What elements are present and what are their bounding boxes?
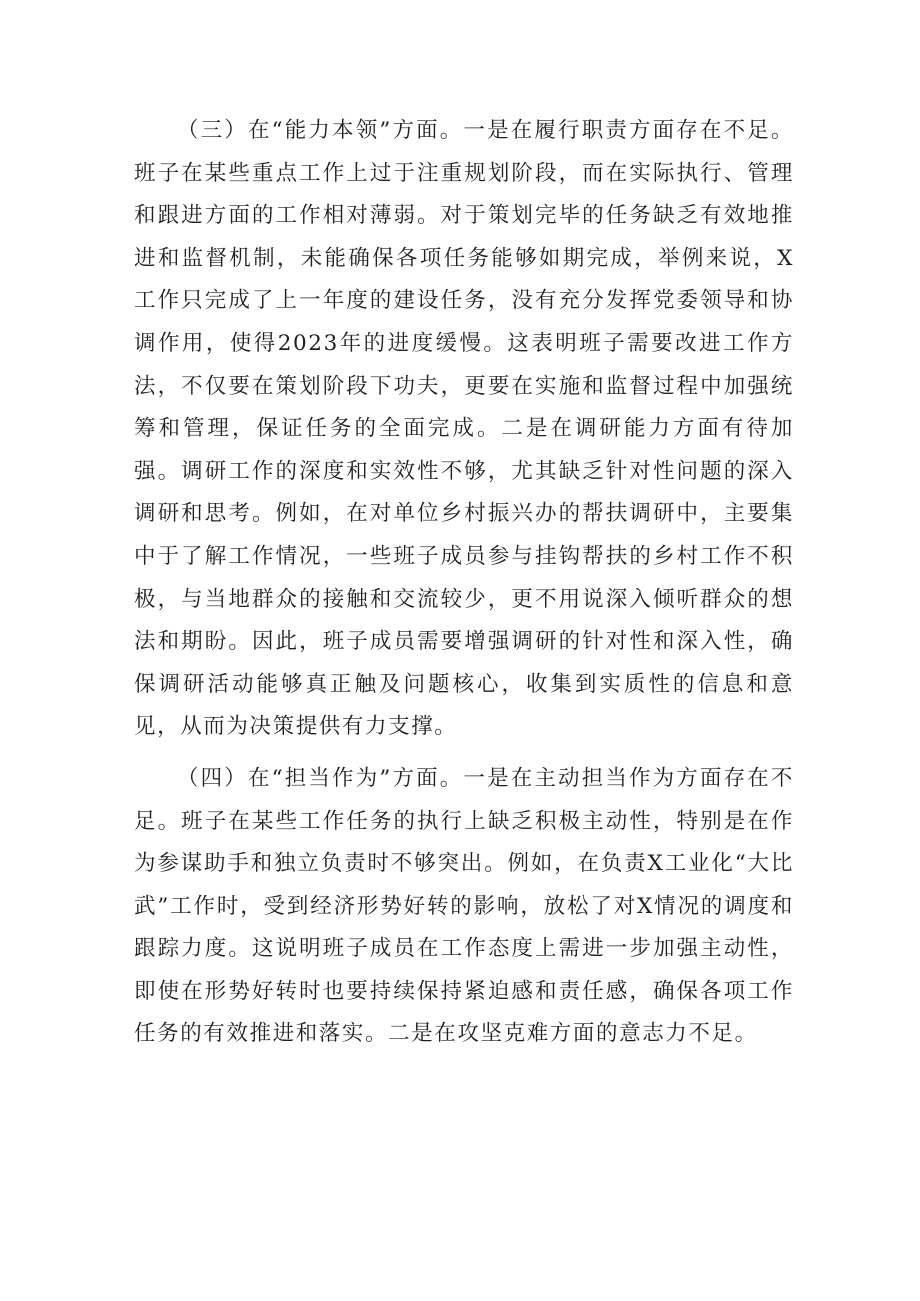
- paragraph-responsibility: （四）在“担当作为”方面。一是在主动担当作为方面存在不足。班子在某些工作任务的执行上缺乏积极主动性，特别是在作为参谋助手和独立负责时不够突出。例如，在负责X工业化“大比武”工作时，受到经济形势好转的影响，放松了对X情况的调度和跟踪力度。这说明班子成员在工作态度上需进一步加强主动性，即使在形势好转时也要持续保持紧迫感和责任感，确保各项工作任务的有效推进和落实。二是在攻坚克难方面的意志力不足。: [134, 765, 794, 1047]
- document-body: [134, 110, 794, 1056]
- paragraph-ability: （三）在“能力本领”方面。一是在履行职责方面存在不足。班子在某些重点工作上过于注重规划阶段，而在实际执行、管理和跟进方面的工作相对薄弱。对于策划完毕的任务缺乏有效地推进和监督机制，未能确保各项任务能够如期完成，举例来说，X工作只完成了上一年度的建设任务，没有充分发挥党委领导和协调作用，使得2023年的进度缓慢。这表明班子需要改进工作方法，不仅要在策划阶段下功夫，更要在实施和监督过程中加强统筹和管理，保证任务的全面完成。二是在调研能力方面有待加强。调研工作的深度和实效性不够，尤其缺乏针对性问题的深入调研和思考。例如，在对单位乡村振兴办的帮扶调研中，主要集中于了解工作情况，一些班子成员参与挂钩帮扶的乡村工作不积极，与当地群众的接触和交流较少，更不用说深入倾听群众的想法和期盼。因此，班子成员需要增强调研的针对性和深入性，确保调研活动能够真正触及问题核心，收集到实质性的信息和意见，从而为决策提供有力支撑。: [134, 118, 794, 740]
